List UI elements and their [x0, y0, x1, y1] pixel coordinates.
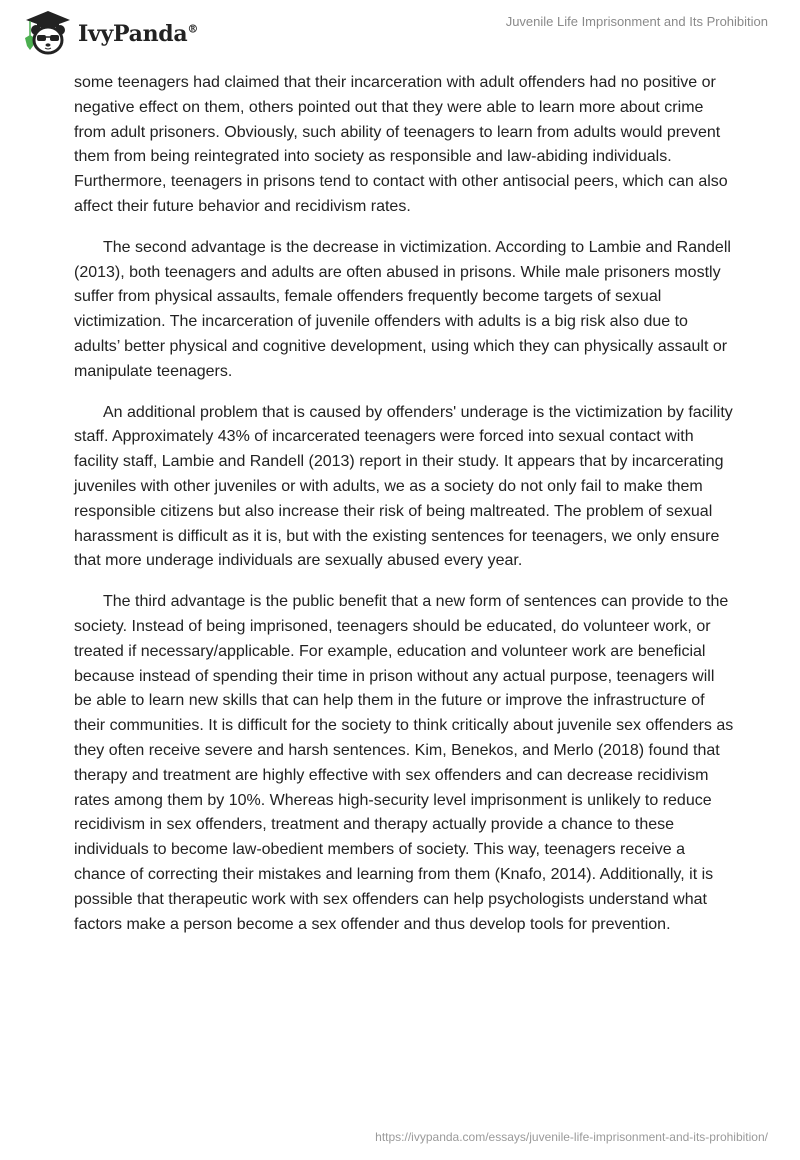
paragraph-staff-victimization: An additional problem that is caused by offenders' underage is the victimization by facility staff. Approximately 43% of incarcerated teenagers were forced into sexual contact with facility staff, Lambie and Randell (2013) report in their study. It appears that by incarcerating juveniles with other juveniles or with adults, we as a society do not only fail to make them responsible citizens but also increase their risk of being maltreated. The problem of sexual harassment is difficult as it is, but with the existing sentences for teenagers, we only ensure that more underage individuals are sexually abused every year. — [74, 403, 733, 570]
paragraph-second-advantage: The second advantage is the decrease in victimization. According to Lambie and Randell (2013), both teenagers and adults are often abused in prisons. While male prisoners mostly suffer from physical assaults, female offenders frequently become targets of sexual victimization. The incarceration of juvenile offenders with adults is a big risk also due to adults’ better physical and cognitive development, using which they can physically assault or manipulate teenagers. — [74, 238, 731, 380]
source-url-link[interactable]: https://ivypanda.com/essays/juvenile-life-imprisonment-and-its-prohibition/ — [375, 1130, 768, 1144]
registered-mark: ® — [187, 22, 199, 36]
essay-body — [74, 71, 734, 953]
document-title: Juvenile Life Imprisonment and Its Prohibition — [505, 14, 768, 29]
panda-graduation-cap-icon — [18, 8, 74, 56]
page-header — [0, 0, 800, 64]
paragraph-third-advantage: The third advantage is the public benefit that a new form of sentences can provide to the society. Instead of being imprisoned, teenagers should be educated, do volunteer work, or treated if necessary/applicable. For example, education and volunteer work are beneficial because instead of spending their time in prison without any actual purpose, teenagers will be able to learn new skills that can help them in the future or improve the infrastructure of their communities. It is difficult for the society to think critically about juvenile sex offenders as they often receive severe and harsh sentences. Kim, Benekos, and Merlo (2018) found that therapy and treatment are highly effective with sex offenders and can decrease recidivism rates among them by 10%. Whereas high-security level imprisonment is unlikely to reduce recidivism in sex offenders, treatment and therapy actually provide a chance to these individuals to become law-obedient members of society. This way, teenagers receive a chance of correcting their mistakes and learning from them (Knafo, 2014). Additionally, it is possible that therapeutic work with sex offenders can help psychologists understand what factors make a person become a sex offender and thus develop tools for prevention. — [74, 593, 734, 933]
paragraph-continuation: some teenagers had claimed that their incarceration with adult offenders had no positive or negative effect on them, others pointed out that they were able to learn more about crime from adult prisoners. Obviously, such ability of teenagers to learn from adults would prevent them from being reintegrated into society as responsible and law-abiding individuals. Furthermore, teenagers in prisons tend to contact with other antisocial peers, which can also affect their future behavior and recidivism rates. — [74, 74, 728, 215]
ivypanda-logo[interactable] — [18, 8, 198, 56]
brand-name: IvyPanda® — [78, 21, 199, 47]
